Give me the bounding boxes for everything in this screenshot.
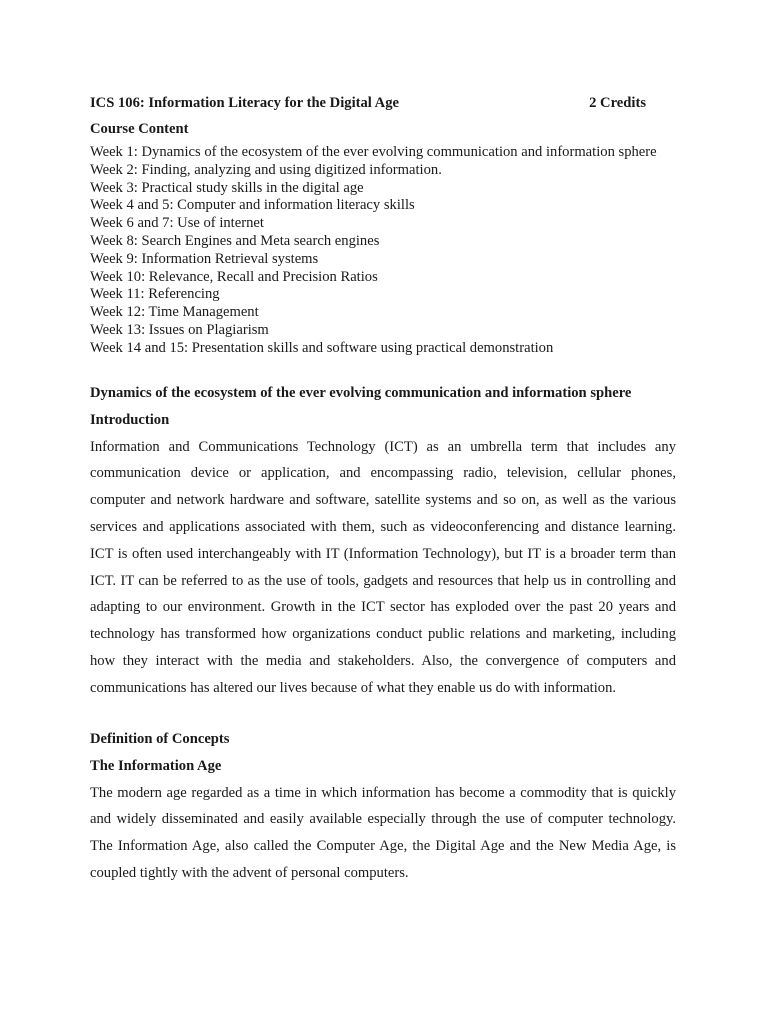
- document-page: [90, 92, 676, 887]
- week-item: Week 3: Practical study skills in the digital age: [90, 179, 364, 196]
- week-item: Week 11: Referencing: [90, 286, 220, 303]
- course-title: ICS 106: Information Literacy for the Digital Age: [90, 95, 399, 111]
- week-item: Week 8: Search Engines and Meta search engines: [90, 232, 380, 249]
- week-item: Week 12: Time Management: [90, 304, 259, 321]
- week-item: Week 14 and 15: Presentation skills and software using practical demonstration: [90, 339, 554, 356]
- week-item: Week 9: Information Retrieval systems: [90, 250, 319, 267]
- section-heading-dynamics: Dynamics of the ecosystem of the ever evolving communication and information sphere: [90, 384, 632, 401]
- course-title-row: [90, 92, 676, 114]
- course-credits: 2 Credits: [589, 95, 646, 111]
- week-item: Week 13: Issues on Plagiarism: [90, 321, 269, 338]
- week-item: Week 10: Relevance, Recall and Precision Ratios: [90, 268, 378, 285]
- information-age-paragraph: The modern age regarded as a time in which information has become a commodity that is quickly and widely disseminated and easily available especially through the use of computer technology. The Information Age, also called the Computer Age, the Digital Age and the New Media Age, is coupled tightly with the advent of personal computers.: [90, 784, 676, 881]
- week-item: Week 6 and 7: Use of internet: [90, 215, 264, 232]
- week-item: Week 4 and 5: Computer and information literacy skills: [90, 197, 415, 214]
- course-content-heading: Course Content: [90, 121, 189, 137]
- subheading-information-age: The Information Age: [90, 757, 222, 774]
- subheading-introduction: Introduction: [90, 411, 170, 428]
- week-list: [90, 144, 676, 358]
- week-item: Week 2: Finding, analyzing and using digitized information.: [90, 161, 442, 178]
- introduction-paragraph: Information and Communications Technology (ICT) as an umbrella term that includes any communication device or application, and encompassing radio, television, cellular phones, computer and network hardware and software, satellite systems and so on, as well as the various services and applications associated with them, such as videoconferencing and distance learning. ICT is often used interchangeably with IT (Information Technology), but IT is a broader term than ICT. IT can be referred to as the use of tools, gadgets and resources that help us in controlling and adapting to our environment. Growth in the ICT sector has exploded over the past 20 years and technology has transformed how organizations conduct public relations and marketing, including how they interact with the media and stakeholders. Also, the convergence of computers and communications has altered our lives because of what they enable us do with information.: [90, 438, 676, 696]
- section-heading-definition: Definition of Concepts: [90, 730, 230, 747]
- week-item: Week 1: Dynamics of the ecosystem of the ever evolving communication and information sphere: [90, 144, 657, 160]
